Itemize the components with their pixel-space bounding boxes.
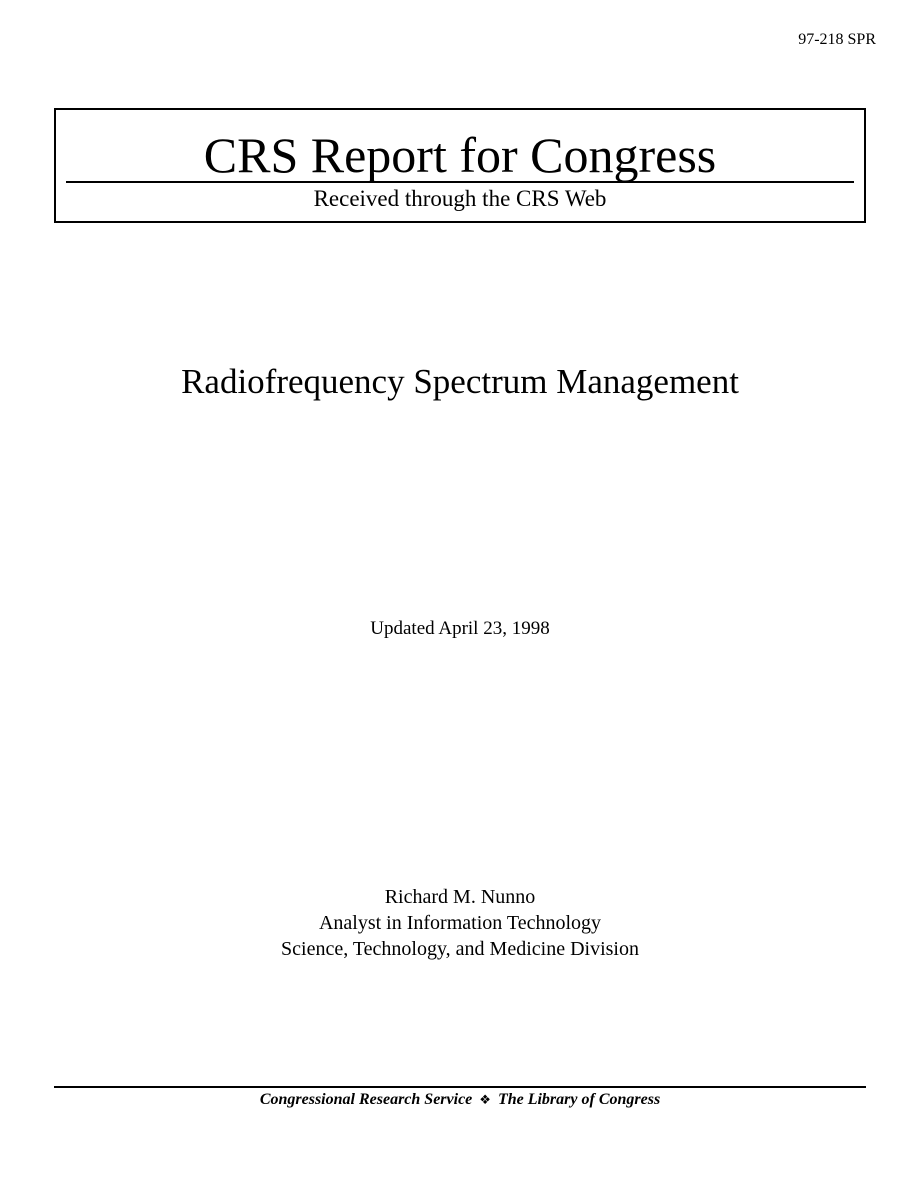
footer-text <box>0 1090 920 1111</box>
report-number: 97-218 SPR <box>798 31 876 48</box>
header-rule <box>66 181 854 183</box>
diamond-icon: ❖ <box>479 1093 491 1108</box>
report-header-box <box>54 108 866 223</box>
footer-rule <box>54 1086 866 1088</box>
footer-right: The Library of Congress <box>497 1091 661 1108</box>
author-block <box>0 884 920 962</box>
header-title: CRS Report for Congress <box>203 127 717 183</box>
author-name: Richard M. Nunno <box>384 886 536 908</box>
header-subtitle: Received through the CRS Web <box>313 186 607 211</box>
footer-left: Congressional Research Service <box>259 1091 473 1108</box>
updated-date: Updated April 23, 1998 <box>370 618 550 639</box>
author-division: Science, Technology, and Medicine Division <box>281 938 639 960</box>
author-position: Analyst in Information Technology <box>318 912 602 934</box>
document-title: Radiofrequency Spectrum Management <box>181 362 739 401</box>
